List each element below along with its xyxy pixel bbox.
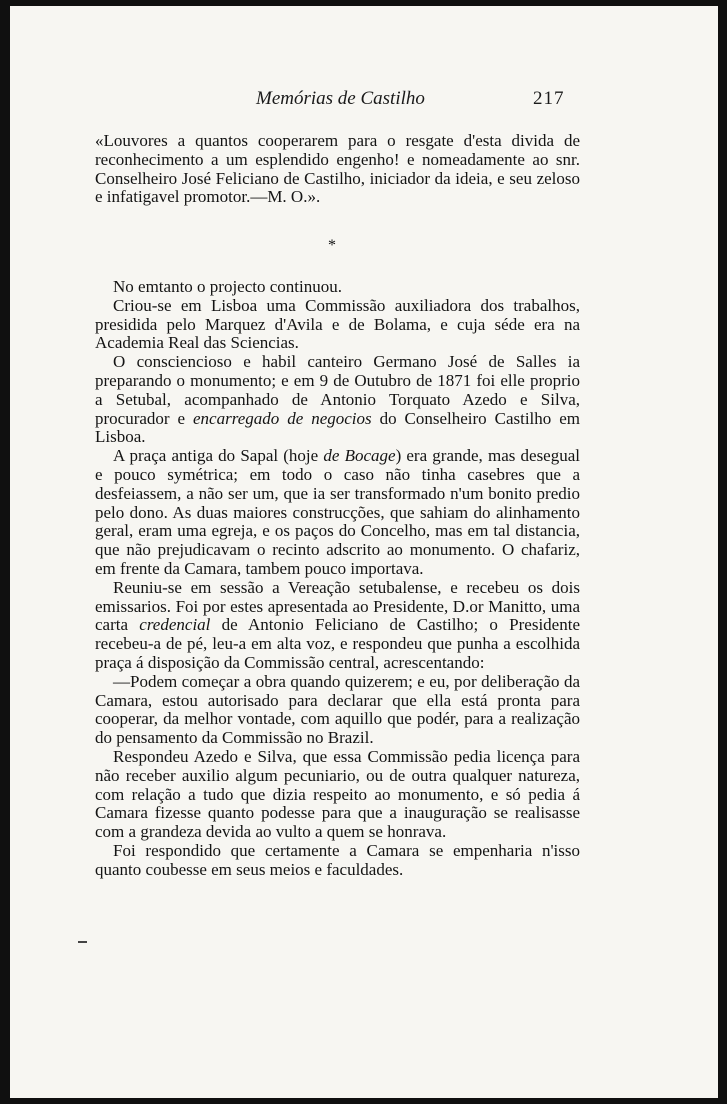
paragraph-4-text-b: ) era grande, mas desegual e pouco symétrica; em todo o caso não tinha casebres que a desfeiassem, a não ser um, que ia ser transformado n'um bonito predio pelo dono. As duas maiores construcções, que sahiam do alinhamento geral, eram uma egreja, e os paços do Concelho, mas em tal distancia, que não prejudicavam o recinto adscrito ao monumento. O chafariz, em frente da Camara, tambem pouco importava.: [95, 446, 580, 578]
paragraph-3-text-a: O consciencioso e habil canteiro Germano José de Salles ia preparando o monumento; e em 9 de Outubro de 1871 foi elle proprio a Setubal, acompanhado de Antonio Torquato Azedo e Silva, procurador e: [95, 352, 580, 428]
running-title: Memórias de Castilho: [256, 88, 425, 109]
running-header: [10, 88, 718, 116]
paragraph-5-text-a: Reuniu-se em sessão a Vereação setubalense, e recebeu os dois emissarios. Foi por estes apresentada ao Presidente, D.or Manitto, uma carta: [95, 577, 580, 635]
paragraph-4-text-a: A praça antiga do Sapal (hoje: [113, 446, 324, 466]
page-number: 217: [533, 88, 565, 109]
paragraph-2: Criou-se em Lisboa uma Commissão auxiliadora dos trabalhos, presidida pelo Marquez d'Avila e de Bolama, e cuja séde era na Academia Real das Sciencias.: [95, 295, 580, 353]
paragraph-5: [95, 579, 580, 673]
body-text: [95, 278, 580, 880]
paragraph-5-text-b: de Antonio Feliciano de Castilho; o Presidente recebeu-a de pé, leu-a em alta voz, e respondeu que punha a escolhida praça á disposição da Commissão central, acrescentando:: [95, 615, 580, 672]
paragraph-5-emphasis: credencial: [139, 615, 211, 635]
paragraph-3-text-b: do Conselheiro Castilho em Lisboa.: [95, 408, 580, 447]
margin-mark: [78, 941, 87, 943]
quote-block: [95, 132, 580, 207]
paragraph-4: [95, 447, 580, 579]
paragraph-1: No emtanto o projecto continuou.: [113, 277, 342, 296]
paragraph-8: Foi respondido que certamente a Camara se empenharia n'isso quanto coubesse em seus meios e faculdades.: [95, 840, 580, 879]
section-separator: *: [328, 237, 336, 254]
paragraph-3: [95, 353, 580, 447]
quote-paragraph: «Louvores a quantos cooperarem para o resgate d'esta divida de reconhecimento a um esplendido engenho! e nomeadamente ao snr. Conselheiro José Feliciano de Castilho, iniciador da ideia, e seu zeloso e infatigavel promotor.—M. O.».: [95, 131, 580, 207]
paragraph-7: Respondeu Azedo e Silva, que essa Commissão pedia licença para não receber auxilio algum pecuniario, ou de outra qualquer natureza, com relação a tudo que dizia respeito ao monumento, e só pedia á Camara fizesse quanto podesse para que a inauguração se realisasse com a grandeza devida ao vulto a quem se honrava.: [95, 746, 580, 842]
paragraph-6: —Podem começar a obra quando quizerem; e eu, por deliberação da Camara, estou autorisado para declarar que ella está pronta para cooperar, da melhor vontade, com aquillo que podér, para a realização do pensamento da Commissão no Brazil.: [95, 671, 580, 748]
paragraph-4-emphasis: de Bocage: [323, 446, 396, 466]
book-page: [10, 6, 718, 1098]
paragraph-3-emphasis: encarregado de negocios: [193, 408, 372, 428]
